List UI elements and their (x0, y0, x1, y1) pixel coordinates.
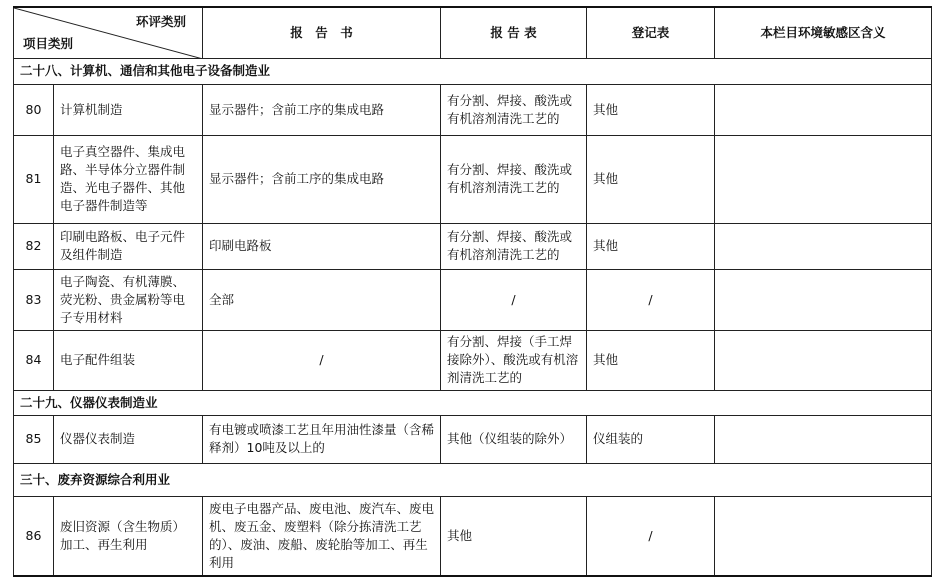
section-title: 三十、废弃资源综合利用业 (14, 463, 932, 496)
report-form-cell: 有分割、焊接、酸洗或有机溶剂清洗工艺的 (441, 84, 587, 135)
row-number: 85 (14, 415, 54, 463)
register-cell: 其他 (587, 135, 715, 223)
sensitive-cell (715, 135, 932, 223)
table-row (14, 415, 932, 463)
sensitive-cell (715, 330, 932, 390)
sensitive-cell (715, 415, 932, 463)
register-cell: 其他 (587, 223, 715, 269)
report-form-cell: 有分割、焊接、酸洗或有机溶剂清洗工艺的 (441, 223, 587, 269)
report-form-cell: 有分割、焊接（手工焊接除外）、酸洗或有机溶剂清洗工艺的 (441, 330, 587, 390)
row-number: 84 (14, 330, 54, 390)
header-report-book: 报 告 书 (203, 7, 441, 58)
register-cell: 其他 (587, 84, 715, 135)
row-number: 81 (14, 135, 54, 223)
register-cell: / (587, 496, 715, 576)
table-row (14, 330, 932, 390)
sensitive-cell (715, 269, 932, 330)
report-form-cell: 其他（仪组装的除外） (441, 415, 587, 463)
report-book-cell: 有电镀或喷漆工艺且年用油性漆量（含稀释剂）10吨及以上的 (203, 415, 441, 463)
project-category: 废旧资源（含生物质）加工、再生利用 (54, 496, 203, 576)
sensitive-cell (715, 496, 932, 576)
register-cell: 仪组装的 (587, 415, 715, 463)
row-number: 80 (14, 84, 54, 135)
report-book-cell: 显示器件；含前工序的集成电路 (203, 84, 441, 135)
report-form-cell: 其他 (441, 496, 587, 576)
report-book-cell: 显示器件；含前工序的集成电路 (203, 135, 441, 223)
header-eia-category: 环评类别 (135, 14, 186, 29)
diagonal-header-cell (14, 7, 203, 58)
header-register-form: 登记表 (587, 7, 715, 58)
row-number: 86 (14, 496, 54, 576)
report-book-cell: / (203, 330, 441, 390)
sensitive-cell (715, 223, 932, 269)
sensitive-cell (715, 84, 932, 135)
report-form-cell: 有分割、焊接、酸洗或有机溶剂清洗工艺的 (441, 135, 587, 223)
table-row (14, 496, 932, 576)
project-category: 印刷电路板、电子元件及组件制造 (54, 223, 203, 269)
table-row (14, 269, 932, 330)
report-book-cell: 印刷电路板 (203, 223, 441, 269)
project-category: 电子配件组装 (54, 330, 203, 390)
project-category: 电子陶瓷、有机薄膜、荧光粉、贵金属粉等电子专用材料 (54, 269, 203, 330)
project-category: 电子真空器件、集成电路、半导体分立器件制造、光电子器件、其他电子器件制造等 (54, 135, 203, 223)
header-sensitive-area: 本栏目环境敏感区含义 (715, 7, 932, 58)
row-number: 82 (14, 223, 54, 269)
row-number: 83 (14, 269, 54, 330)
table-row (14, 135, 932, 223)
header-report-form: 报 告 表 (441, 7, 587, 58)
table-row (14, 223, 932, 269)
register-cell: 其他 (587, 330, 715, 390)
section-title: 二十九、仪器仪表制造业 (14, 390, 932, 415)
register-cell: / (587, 269, 715, 330)
project-category: 计算机制造 (54, 84, 203, 135)
report-form-cell: / (441, 269, 587, 330)
section-title: 二十八、计算机、通信和其他电子设备制造业 (14, 58, 932, 84)
header-project-category: 项目类别 (23, 35, 74, 51)
report-book-cell: 全部 (203, 269, 441, 330)
eia-category-table (13, 6, 932, 577)
table-row (14, 84, 932, 135)
project-category: 仪器仪表制造 (54, 415, 203, 463)
report-book-cell: 废电子电器产品、废电池、废汽车、废电机、废五金、废塑料（除分拣清洗工艺的）、废油、废船、废轮胎等加工、再生利用 (203, 496, 441, 576)
